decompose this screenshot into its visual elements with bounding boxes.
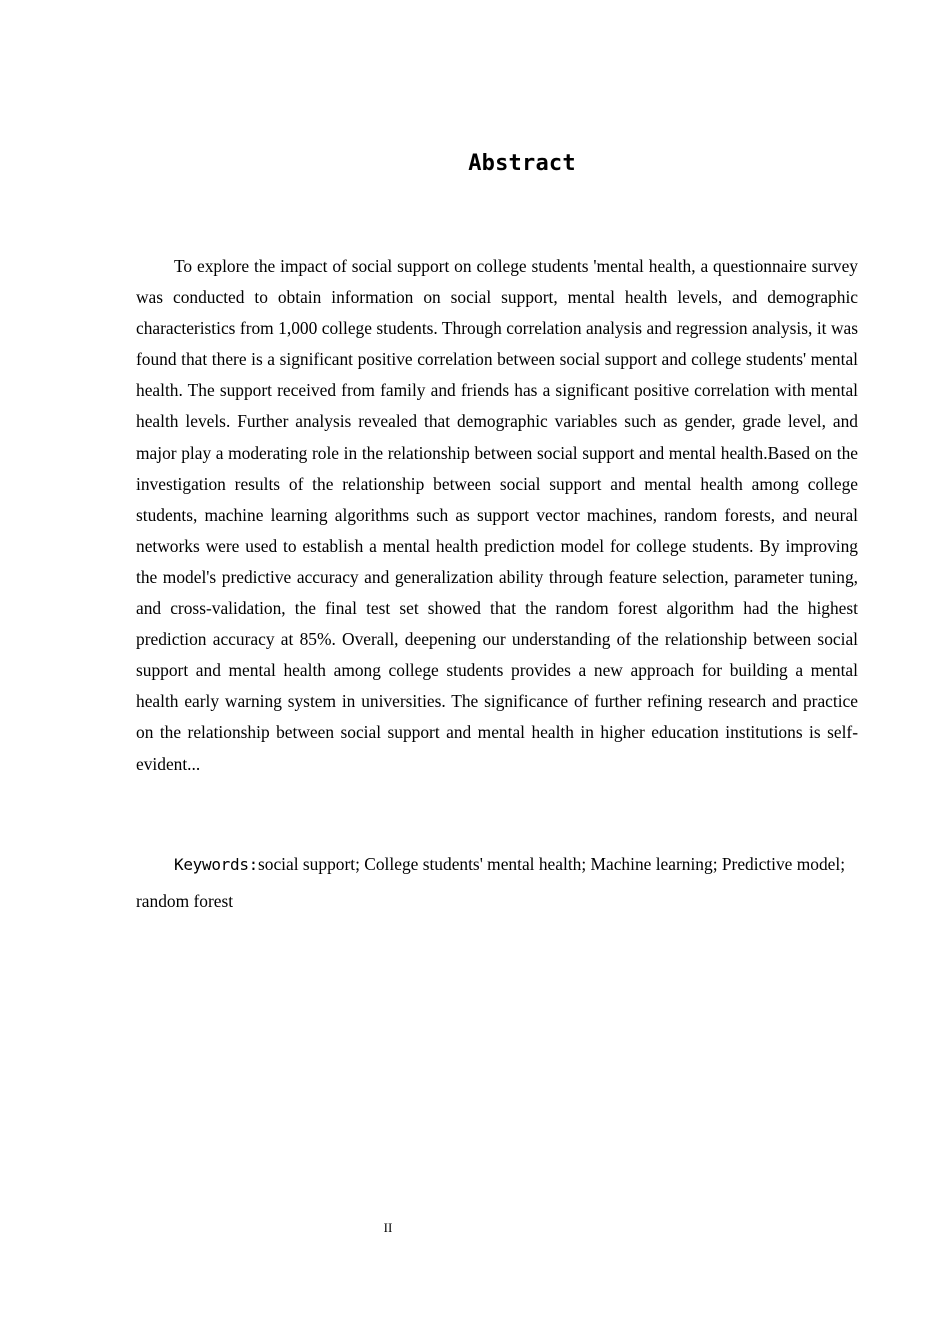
keywords-label: Keywords: <box>174 855 258 874</box>
page-number: II <box>383 1220 393 1235</box>
keywords-text: social support; College students' mental health; Machine learning; Predictive model; random forest <box>136 854 846 911</box>
abstract-title: Abstract <box>468 151 576 176</box>
abstract-body: To explore the impact of social support on college students 'mental health, a questionnaire survey was conducted to obtain information on social support, mental health levels, and demographic characteristics from 1,000 college students. Through correlation analysis and regression analysis, it was found that there is a significant positive correlation between social support and college students' mental health. The support received from family and friends has a significant positive correlation with mental health levels. Further analysis revealed that demographic variables such as gender, grade level, and major play a moderating role in the relationship between social support and mental health.Based on the investigation results of the relationship between social support and mental health among college students, machine learning algorithms such as support vector machines, random forests, and neural networks were used to establish a mental health prediction model for college students. By improving the model's predictive accuracy and generalization ability through feature selection, parameter tuning, and cross-validation, the final test set showed that the random forest algorithm had the highest prediction accuracy at 85%. Overall, deepening our understanding of the relationship between social support and mental health among college students provides a new approach for building a mental health early warning system in universities. The significance of further refining research and practice on the relationship between social support and mental health in higher education institutions is self-evident... <box>136 256 858 774</box>
keywords-paragraph <box>136 846 866 920</box>
